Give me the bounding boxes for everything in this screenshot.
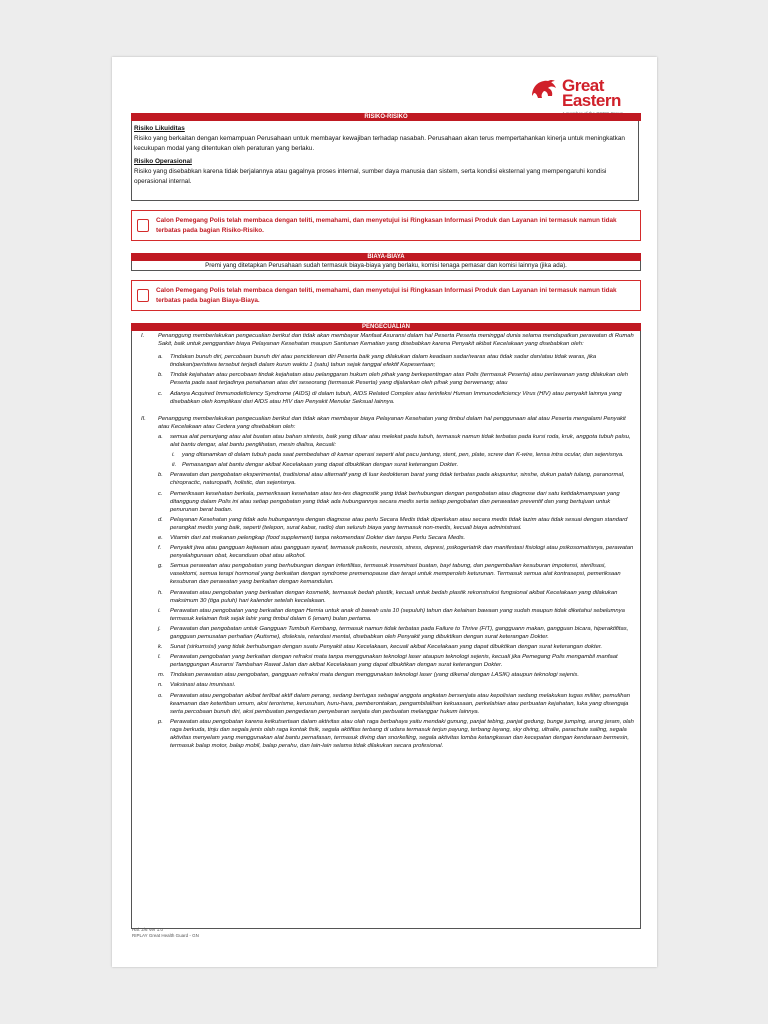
operational-risk-text: Risiko yang disebabkan karena tidak berjalannya atau gagalnya proses internal, sumber daya manusia dan sistem, serta kondisi eksternal yang mempengaruhi kondisi operasional internal. xyxy=(134,168,607,185)
list-item-text: Tindak kejahatan atau percobaan tindak kejahatan atau pelanggaran hukum oleh pihak yang berkepentingan atas Polis (termasuk Peserta) atau perlawanan yang dilakukan oleh Peserta pada saat terjadinya penahanan atas diri seseorang (termasuk Peserta) yang dijalankan oleh pihak yang berwenang; atau xyxy=(170,372,629,387)
footer xyxy=(132,927,199,939)
list-item xyxy=(158,653,634,669)
list-item-text: Pemeriksaan kesehatan berkala, pemeriksaan kesehatan atau tes-tes diagnostik yang tidak berhubungan dengan pengobatan atau diagnose dari satu ketidakmampuan yang ditanggung dalam Polis ini atau setiap pengobatan yang tidak ada hubungannya secara medis serta setiap pengobatan dan perawatan preventif dan yang bertujuan untuk penurunan berat badan. xyxy=(170,490,620,513)
fees-consent-box xyxy=(131,280,641,311)
list-item-letter: ii. xyxy=(172,462,177,469)
list-item-text: Semua perawatan atau pengobatan yang berhubungan dengan infertilitas, termasuk inseminasi buatan, bayi tabung, dan pengembalian kesuburan impotensi, sterilisasi, vasektomi, semua terapi hormonal yang berkaitan dengan syndrome premenopause dan terapi untuk memperoleh keturunan. Termasuk semua alat kontrasepsi, pemeriksaan kesuburan dan perawatan yang berkaitan dengan kemandulan. xyxy=(170,563,621,586)
list-item xyxy=(158,671,634,679)
list-item-letter: o. xyxy=(158,692,163,699)
footer-page: Hal. 2/6 Ver 1.0 xyxy=(132,927,164,932)
lion-icon xyxy=(529,74,559,104)
exclusions-header: PENGECUALIAN xyxy=(131,323,641,331)
list-item xyxy=(158,371,634,387)
list-item-letter: j. xyxy=(158,625,161,632)
brand-name-line1: Great xyxy=(562,76,604,95)
list-item-letter: g. xyxy=(158,563,163,570)
document-page xyxy=(112,57,657,967)
list-item-letter: l. xyxy=(158,654,161,661)
list-item-letter: c. xyxy=(158,390,163,397)
list-item xyxy=(158,607,634,623)
list-item xyxy=(158,534,634,542)
brand-name xyxy=(562,78,621,108)
risks-consent-box xyxy=(131,210,641,241)
list-item-letter: n. xyxy=(158,682,163,689)
list-item: a. semua alat penunjang atau alat buatan atau bahan sintesis, baik yang diluar atau melekat pada tubuh, termasuk namun tidak terbatas pada kursi roda, kruk, anggota tubuh palsu, alat bantu dengar, alat bantu penglihatan, mesin dialisa, kecuali: i. yang ditanamkan di dalam tubuh pada saat pembedahan di kamar operasi seperti alat pacu jantung, stent, pen, plate, screw dan K-wire, lensa intra ocular, dan sejenisnya. ii. Pemasangan alat bantu dengar akibat Kecelakaan yang dapat dibuktikan dengan surat keterangan Dokter. xyxy=(158,433,634,469)
list-item-letter: a. xyxy=(158,354,163,361)
list-item xyxy=(158,625,634,641)
exclusions-box xyxy=(131,331,641,929)
list-item-letter: c. xyxy=(158,490,163,497)
list-item-letter: k. xyxy=(158,644,163,651)
risks-box xyxy=(131,121,639,201)
list-item-text: Adanya Acquired Immunodeficiency Syndrome (AIDS) di dalam tubuh, AIDS Related Complex atau terinfeksi Human Immunodeficiency Virus (HIV) atau penyakit lainnya yang disebabkan oleh komplikasi dari AIDS atau HIV dan Penyakit Menular Seksual lainnya. xyxy=(170,390,622,405)
list-item-letter: i. xyxy=(172,452,175,459)
list-item-text: yang ditanamkan di dalam tubuh pada saat pembedahan di kamar operasi seperti alat pacu jantung, stent, pen, plate, screw dan K-wire, lensa intra ocular, dan sejenisnya. xyxy=(182,452,624,459)
list-item-letter: b. xyxy=(158,372,163,379)
brand-name-line2: Eastern xyxy=(562,91,621,110)
list-item-letter: p. xyxy=(158,718,163,725)
list-item xyxy=(158,562,634,586)
risks-consent-checkbox[interactable] xyxy=(137,219,149,232)
list-item-text: Perawatan atau pengobatan karena keikutsertaan dalam aktivitas atau olah raga berbahaya yaitu mendaki gunung, panjat tebing, panjat gedung, bunge jumping, arung jeram, olah raga berkuda, tinju dan segala jenis olah raga kontak fisik, segala aktifitas terbang di udara termasuk terjun payung, terbang layang, sky diving, ultralie, parachute sailing, segala aktivitas menyelam yang menggunakan alat bantu pernafasan, termasuk diving dan snorkelling, segala aktivitas lomba ketangkasan dan kecepatan dengan kendaraan bermesin, termasuk balap motor, balap mobil, balap perahu, dan lain-lain selama tidak dilakukan secara profesional. xyxy=(170,718,634,750)
fees-header: BIAYA-BIAYA xyxy=(131,253,641,261)
list-item-text: Perawatan pengobatan yang berkaitan dengan refraksi mata tanpa menggunakan teknologi laser ataupun teknologi sejenis, kecuali jika Pemegang Polis mengambil manfaat pertanggungan Asuransi Tambahan Rawat Jalan dan akibat Kecelakaan yang dapat dibuktikan dengan surat keterangan Dokter. xyxy=(170,654,618,669)
exclusion-section-1 xyxy=(132,332,640,406)
list-item xyxy=(158,490,634,514)
risks-consent-text: Calon Pemegang Polis telah membaca dengan teliti, memahami, dan menyetujui isi Ringkasan Informasi Produk dan Layanan ini termasuk namun tidak terbatas pada bagian Risiko-Risiko. xyxy=(156,217,617,234)
list-item xyxy=(158,353,634,369)
list-item-text: semua alat penunjang atau alat buatan atau bahan sintesis, baik yang diluar atau melekat pada tubuh, termasuk namun tidak terbatas pada kursi roda, kruk, anggota tubuh palsu, alat bantu dengar, alat bantu penglihatan, mesin dialisa, kecuali: xyxy=(170,433,631,449)
sub-list-item xyxy=(170,461,634,469)
list-item-text: Pemasangan alat bantu dengar akibat Kecelakaan yang dapat dibuktikan dengan surat keterangan Dokter. xyxy=(182,462,459,469)
liquidity-risk-text: Risiko yang berkaitan dengan kemampuan Perusahaan untuk membayar kewajiban terhadap nasabah. Perusahaan akan terus mempertahankan kinerja untuk meningkatkan kecukupan modal yang ditentukan oleh peraturan yang berlaku. xyxy=(134,135,625,152)
list-item-text: Pelayanan Kesehatan yang tidak ada hubungannya dengan diagnose atau perlu Secara Medis tidak diperlukan atau secara medis tidak lazim atau tidak sesuai dengan standard perangkat medis yang baik, seperti (telepon, surat kabar, radio) dan seluruh biaya yang termasuk non-medis, kecuali biaya administrasi. xyxy=(170,516,628,531)
list-item xyxy=(158,643,634,651)
operational-risk-title: Risiko Operasional xyxy=(134,158,192,165)
list-item-letter: h. xyxy=(158,589,163,596)
list-item-text: Penyakit jiwa atau gangguan kejiwaan atau gangguan syaraf, termasuk psikosis, neurosis, stress, depresi, psikogeriatrik dan manifestasi fisiologi atau psikosomatisnya, perawatan penyalahgunaan obat, kecanduan obat atau alkohol. xyxy=(170,545,634,560)
section-number: I. xyxy=(141,333,145,339)
list-item-text: Perawatan atau pengobatan yang berkaitan dengan kosmetik, termasuk bedah plastik, kecuali untuk bedah plastik rekonstruksi fungsional akibat Kecelakaan yang dilakukan maksimum 30 (tiga puluh) hari kalender setelah kecelakaan. xyxy=(170,589,618,604)
list-item-letter: b. xyxy=(158,472,163,479)
list-item-text: Perawatan dan pengobatan untuk Gangguan Tumbuh Kembang, termasuk namun tidak terbatas pada Failure to Thrive (FIT), gangguann makan, gangguan bicara, hiperaktifitas, gangguan pemusatan perhatian (Autisme), disleksia, retardasi mental, disebabkan oleh Penyakit yang dibuktikan dengan surat keterangan Dokter. xyxy=(170,625,629,640)
list-item xyxy=(158,544,634,560)
list-item xyxy=(158,390,634,406)
list-item-letter: e. xyxy=(158,534,163,541)
risks-header: RISIKO-RISIKO xyxy=(131,113,641,121)
exclusion-section-2 xyxy=(132,415,640,750)
list-item xyxy=(158,718,634,750)
fees-consent-text: Calon Pemegang Polis telah membaca dengan teliti, memahami, dan menyetujui isi Ringkasan Informasi Produk dan Layanan ini termasuk namun tidak terbatas pada bagian Biaya-Biaya. xyxy=(156,287,617,304)
section-intro: Penanggung memberlakukan pengecualian berikut dan tidak akan membayar Manfaat Asuransi dalam hal Peserta Peserta meninggal dunia selama mendapatkan perawatan di Rumah Sakit, baik untuk penggantian biaya Pelayanan Kesehatan maupun Santunan Kematian yang disebabkan karena Penyakit akibat Kecelakaan yang disebabkan oleh: xyxy=(158,333,634,348)
section-intro: Penanggung memberlakukan pengecualian berikut dan tidak akan membayar biaya Pelayanan Kesehatan yang timbul dalam hal penggunaan alat atau Peserta mengalami Penyakit atau Kecelakaan atau Cedera yang disebabkan oleh: xyxy=(158,415,626,430)
list-item-text: Sunat (sirkumsisi) yang tidak berhubungan dengan suatu Penyakit atau Kecelakaan, kecuali akibat Kecelakaan yang dapat dibuktikan dengan surat keterangan dokter. xyxy=(170,644,603,651)
fees-text: Premi yang ditetapkan Perusahaan sudah termasuk biaya-biaya yang berlaku, komisi tenaga pemasar dan komisi lainnya (jika ada). xyxy=(131,261,641,271)
list-item xyxy=(158,589,634,605)
list-item xyxy=(158,692,634,716)
list-item-text: Tindakan perawatan atau pengobatan, gangguan refraksi mata dengan menggunakan teknologi laser (yang dikenal dengan LASIK) ataupun teknologi sejenis. xyxy=(170,672,579,679)
list-item xyxy=(158,516,634,532)
list-item xyxy=(158,471,634,487)
list-item-text: Perawatan atau pengobatan akibat terlibat aktif dalam perang, sedang bertugas sebagai anggota angkatan bersenjata atau kepolisian sedang melakukan tugas militer, pemulihan keamanan dan ketertiban umum, aksi terorisme, kerusuhan, huru-hara, pemberontakan, pengambilalihan kekuasaan, perkelahian atau perbuatan kejahatan, luka yang disengaja serta percobaan bunuh diri, aksi pembuatan pengedaran penyebaran senjata dan perbuatan melanggar hukum lainnya. xyxy=(170,692,631,715)
list-item-text: Perawatan atau pengobatan yang berkaitan dengan Hernia untuk anak di bawah usia 10 (sepuluh) tahun dan kelainan bawaan yang sudah maupun tidak diketahui sebelumnya termasuk kelainan fisik sejak lahir yang timbul dalam 6 (enam) bulan pertama. xyxy=(170,607,625,622)
footer-product: RIPLAY Great Health Guard - GN xyxy=(132,933,199,938)
list-item xyxy=(158,681,634,689)
section-number: II. xyxy=(141,415,146,422)
sub-list-item xyxy=(170,451,634,459)
list-item-letter: d. xyxy=(158,516,163,523)
liquidity-risk-title: Risiko Likuiditas xyxy=(134,125,185,132)
list-item-text: Perawatan dan pengobatan eksperimental, tradisional atau alternatif yang di luar kedokteran barat yang tidak terbatas pada akupuntur, sinshe, dukun patah tulang, paranormal, chiropractic, naturopath, holistic, dan sejenisnya. xyxy=(170,472,625,487)
list-item-text: Vaksinasi atau imunisasi. xyxy=(170,682,236,689)
fees-consent-checkbox[interactable] xyxy=(137,289,149,302)
list-item-letter: m. xyxy=(158,672,165,679)
list-item-text: Tindakan bunuh diri, percobaan bunuh diri atau penciderean diri Peserta baik yang dilakukan dalam keadaan sadar/waras atau tidak sadar dan/atau tidak waras, jika tindakan/peristiwa tersebut terjadi dalam kurun waktu 1 (satu) tahun sejak tanggal efektif Kepesertaan; xyxy=(170,354,597,369)
list-item-letter: i. xyxy=(158,607,161,614)
list-item-text: Vitamin dari zat makanan pelengkap (food supplement) tanpa rekomendasi Dokter dan tanpa Perlu Secara Medis. xyxy=(170,534,466,541)
list-item-letter: f. xyxy=(158,545,162,552)
